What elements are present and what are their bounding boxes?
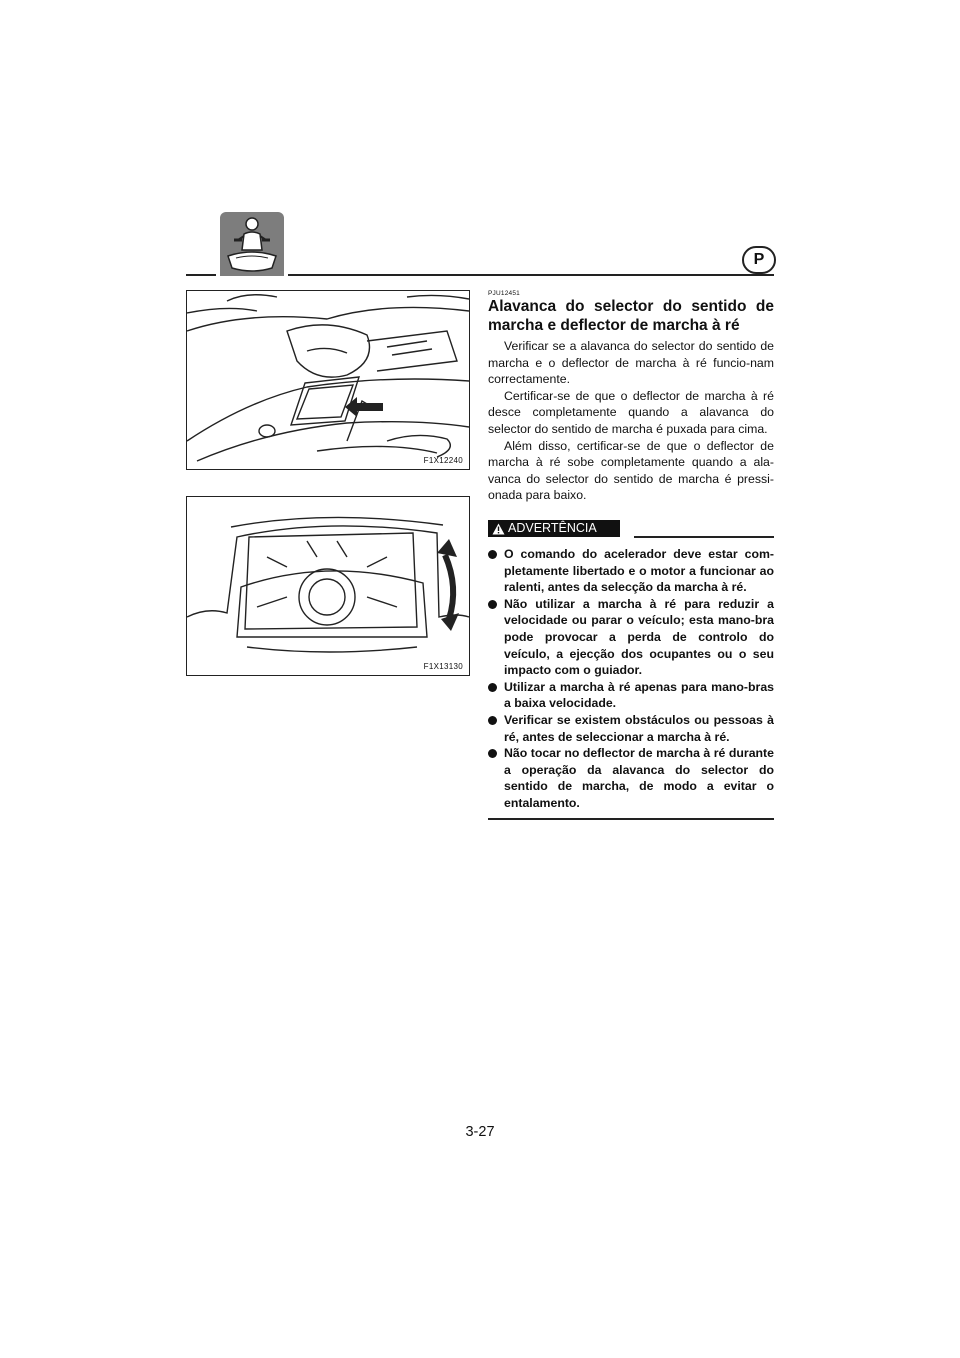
list-item — [488, 596, 774, 679]
figure-handlebar-lever — [186, 290, 470, 470]
warning-rule — [634, 536, 774, 538]
list-item — [488, 679, 774, 712]
list-item — [488, 546, 774, 596]
figure-code: F1X13130 — [423, 662, 463, 671]
warning-label: ADVERTÊNCIA — [508, 521, 597, 535]
section-badge — [220, 212, 284, 276]
list-item-text: O comando do acelerador deve estar com-pletamente libertado e o motor a funcionar ao ralenti, antes da selecção da marcha à ré. — [504, 547, 774, 595]
list-item-text: Não tocar no deflector de marcha à ré durante a operação da alavanca do selector do sentido de marcha, de modo a evitar o entalamento. — [504, 746, 774, 810]
bullet-icon — [488, 716, 497, 725]
warning-list — [488, 546, 774, 812]
bullet-icon — [488, 600, 497, 609]
reverse-deflector-illustration — [187, 497, 469, 675]
paragraph: Certificar-se de que o deflector de marcha à ré desce completamente quando a alavanca do selector do sentido de marcha é puxada para cima. — [488, 388, 774, 436]
paragraph: Verificar se a alavanca do selector do sentido de marcha e o deflector de marcha à ré funcio-nam correctamente. — [488, 339, 774, 387]
section-title — [488, 297, 774, 335]
header-rule-left — [186, 274, 216, 276]
list-item-text: Verificar se existem obstáculos ou pessoas à ré, antes de seleccionar a marcha à ré. — [504, 712, 774, 744]
section-code: PJU12451 — [488, 290, 520, 297]
bullet-icon — [488, 550, 497, 559]
body-text — [488, 338, 774, 504]
bullet-icon — [488, 749, 497, 758]
warning-header — [488, 518, 774, 540]
title-line: Alavanca do selector do sentido de — [488, 298, 774, 315]
warning-triangle-icon — [492, 523, 505, 535]
bullet-icon — [488, 683, 497, 692]
language-mark: P — [742, 246, 776, 274]
figure-reverse-deflector — [186, 496, 470, 676]
header-rule-right — [288, 274, 774, 276]
warning-end-rule — [488, 818, 774, 820]
handlebar-lever-illustration — [187, 291, 469, 469]
title-line: marcha e deflector de marcha à ré — [488, 317, 740, 334]
paragraph: Além disso, certificar-se de que o deflector de marcha à ré sobe completamente quando a ala-vanca do selector do sentido de marcha é pressi-onada para baixo. — [488, 438, 774, 503]
page-number: 3-27 — [465, 1124, 495, 1140]
list-item — [488, 745, 774, 811]
rider-on-watercraft-icon — [220, 212, 284, 276]
list-item — [488, 712, 774, 745]
list-item-text: Não utilizar a marcha à ré para reduzir a velocidade ou parar o veículo; esta mano-bra pode provocar a perda de controlo do veículo, a ejecção dos ocupantes ou o seu impacto com o guiador. — [504, 596, 774, 678]
figure-code: F1X12240 — [423, 456, 463, 465]
warning-label-box — [488, 520, 620, 537]
list-item-text: Utilizar a marcha à ré apenas para mano-bras a baixa velocidade. — [504, 679, 774, 711]
